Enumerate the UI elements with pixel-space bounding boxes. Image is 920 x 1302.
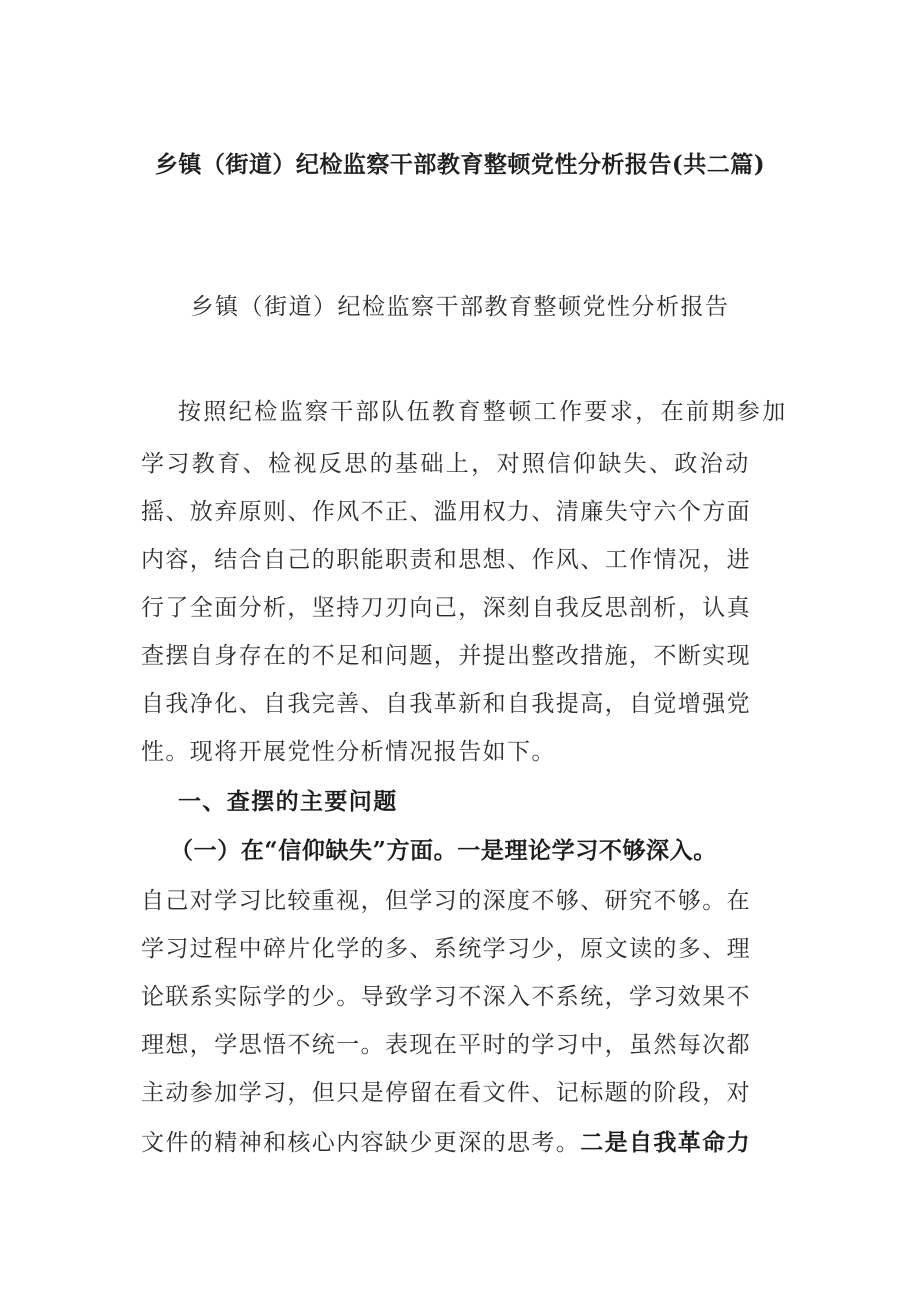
document-title: 乡镇（街道）纪检监察干部教育整顿党性分析报告(共二篇) [154, 151, 766, 178]
intro-paragraph-line: 摇、放弃原则、作风不正、滥用权力、清廉失守六个方面 [141, 499, 751, 525]
intro-paragraph-line: 内容，结合自己的职能职责和思想、作风、工作情况，进 [141, 547, 751, 573]
intro-paragraph-line: 查摆自身存在的不足和问题，并提出整改措施，不断实现 [141, 643, 751, 669]
intro-paragraph-line: 性。现将开展党性分析情况报告如下。 [141, 739, 556, 765]
intro-paragraph-line: 自我净化、自我完善、自我革新和自我提高，自觉增强党 [141, 691, 751, 717]
body-paragraph-line: 主动参加学习，但只是停留在看文件、记标题的阶段，对 [141, 1080, 751, 1106]
body-paragraph-line: 论联系实际学的少。导致学习不深入不系统，学习效果不 [141, 984, 751, 1010]
emphasis-text: 二是自我革命力 [580, 1129, 752, 1156]
report-subtitle: 乡镇（街道）纪检监察干部教育整顿党性分析报告 [190, 294, 730, 320]
intro-paragraph-line: 按照纪检监察干部队伍教育整顿工作要求，在前期参加 [178, 399, 788, 425]
body-paragraph-line: 理想，学思悟不统一。表现在平时的学习中，虽然每次都 [141, 1032, 751, 1058]
intro-paragraph-line: 学习教育、检视反思的基础上，对照信仰缺失、政治动 [141, 451, 751, 477]
subsection-heading: （一）在“信仰缺失”方面。一是理论学习不够深入。 [170, 837, 717, 864]
body-paragraph-line [141, 1127, 751, 1159]
body-paragraph-line: 学习过程中碎片化学的多、系统学习少，原文读的多、理 [141, 936, 751, 962]
intro-paragraph-line: 行了全面分析，坚持刀刃向己，深刻自我反思剖析，认真 [141, 595, 751, 621]
body-text: 文件的精神和核心内容缺少更深的思考。 [141, 1130, 581, 1156]
section-heading: 一、查摆的主要问题 [178, 788, 398, 815]
body-paragraph-line: 自己对学习比较重视，但学习的深度不够、研究不够。在 [141, 888, 751, 914]
